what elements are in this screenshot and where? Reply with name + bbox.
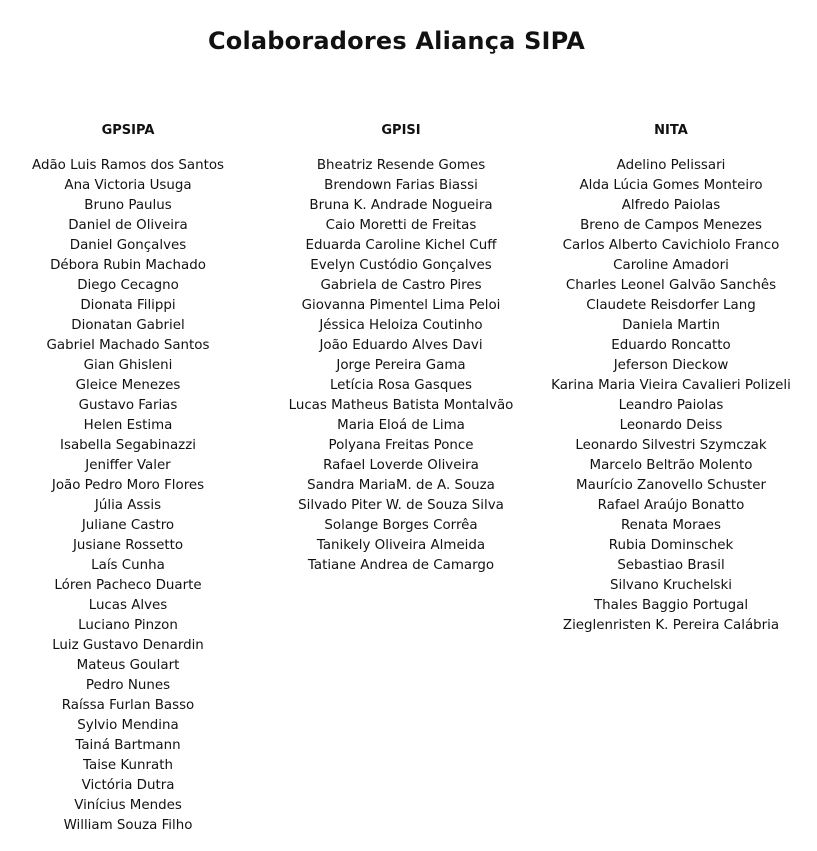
name-item: Luciano Pinzon: [78, 618, 178, 633]
name-item: Laís Cunha: [91, 558, 165, 573]
name-item: Rubia Dominschek: [608, 538, 734, 553]
name-item: Charles Leonel Galvão Sanchês: [565, 278, 777, 293]
name-item: Júlia Assis: [94, 498, 162, 513]
name-item: Gian Ghisleni: [83, 358, 173, 373]
name-item: Leonardo Deiss: [619, 418, 723, 433]
name-item: Brendown Farias Biassi: [324, 178, 478, 193]
name-item: João Pedro Moro Flores: [51, 478, 205, 493]
name-item: Gustavo Farias: [78, 398, 178, 413]
column-gpsipa: [8, 121, 248, 836]
name-item: Gabriel Machado Santos: [46, 338, 210, 353]
name-item: Renata Moraes: [620, 518, 722, 533]
name-item: Polyana Freitas Ponce: [328, 438, 474, 453]
column-header: GPISI: [381, 123, 421, 138]
name-item: Sandra MariaM. de A. Souza: [307, 478, 495, 493]
name-item: Jeferson Dieckow: [613, 358, 729, 373]
name-item: Helen Estima: [83, 418, 173, 433]
name-item: Jorge Pereira Gama: [336, 358, 466, 373]
name-item: Caroline Amadori: [613, 258, 729, 273]
name-item: Caio Moretti de Freitas: [325, 218, 477, 233]
name-item: Carlos Alberto Cavichiolo Franco: [562, 238, 780, 253]
name-item: Marcelo Beltrão Molento: [589, 458, 753, 473]
page-title: Colaboradores Aliança SIPA: [207, 27, 586, 56]
name-item: Thales Baggio Portugal: [593, 598, 749, 613]
name-item: Sylvio Mendina: [77, 718, 179, 733]
name-item: Raíssa Furlan Basso: [61, 698, 195, 713]
name-item: Solange Borges Corrêa: [324, 518, 478, 533]
name-item: Rafael Loverde Oliveira: [323, 458, 479, 473]
name-item: Luiz Gustavo Denardin: [52, 638, 204, 653]
name-item: Vinícius Mendes: [74, 798, 182, 813]
name-item: Leandro Paiolas: [618, 398, 724, 413]
name-item: Tanikely Oliveira Almeida: [316, 538, 486, 553]
name-item: Dionata Filippi: [80, 298, 176, 313]
name-item: Breno de Campos Menezes: [580, 218, 762, 233]
name-item: Dionatan Gabriel: [71, 318, 185, 333]
name-item: Lucas Matheus Batista Montalvão: [288, 398, 514, 413]
name-item: Bruno Paulus: [84, 198, 172, 213]
name-list: [536, 156, 806, 636]
name-item: Tatiane Andrea de Camargo: [307, 558, 495, 573]
column-header: GPSIPA: [101, 123, 155, 138]
name-item: Débora Rubin Machado: [50, 258, 206, 273]
name-item: Claudete Reisdorfer Lang: [586, 298, 756, 313]
name-item: Jusiane Rossetto: [72, 538, 184, 553]
name-item: Rafael Araújo Bonatto: [597, 498, 745, 513]
name-item: João Eduardo Alves Davi: [319, 338, 483, 353]
name-item: Jéssica Heloiza Coutinho: [319, 318, 483, 333]
name-item: Diego Cecagno: [77, 278, 179, 293]
name-item: Mateus Goulart: [76, 658, 180, 673]
name-item: Gabriela de Castro Pires: [320, 278, 482, 293]
column-header: NITA: [654, 123, 688, 138]
name-item: Maria Eloá de Lima: [337, 418, 465, 433]
name-item: Evelyn Custódio Gonçalves: [310, 258, 492, 273]
name-item: Karina Maria Vieira Cavalieri Polizeli: [551, 378, 791, 393]
name-item: Alda Lúcia Gomes Monteiro: [579, 178, 763, 193]
name-item: Pedro Nunes: [85, 678, 171, 693]
name-item: Bruna K. Andrade Nogueira: [309, 198, 493, 213]
name-item: Lucas Alves: [88, 598, 168, 613]
name-item: Zieglenristen K. Pereira Calábria: [562, 618, 780, 633]
name-item: Tainá Bartmann: [75, 738, 181, 753]
name-item: Maurício Zanovello Schuster: [576, 478, 766, 493]
name-item: Daniel de Oliveira: [68, 218, 188, 233]
name-item: Sebastiao Brasil: [617, 558, 725, 573]
column-nita: [536, 121, 806, 636]
name-item: Juliane Castro: [81, 518, 175, 533]
name-item: Bheatriz Resende Gomes: [316, 158, 486, 173]
name-item: Ana Victoria Usuga: [64, 178, 192, 193]
name-item: Eduarda Caroline Kichel Cuff: [305, 238, 497, 253]
name-item: William Souza Filho: [63, 818, 193, 833]
name-item: Adelino Pelissari: [616, 158, 726, 173]
name-item: Letícia Rosa Gasques: [329, 378, 473, 393]
name-item: Lóren Pacheco Duarte: [54, 578, 202, 593]
name-item: Silvado Piter W. de Souza Silva: [298, 498, 504, 513]
name-item: Gleice Menezes: [75, 378, 181, 393]
column-gpisi: [281, 121, 521, 576]
name-item: Silvano Kruchelski: [609, 578, 733, 593]
name-item: Leonardo Silvestri Szymczak: [575, 438, 767, 453]
name-item: Giovanna Pimentel Lima Peloi: [301, 298, 501, 313]
name-item: Daniel Gonçalves: [69, 238, 187, 253]
name-item: Daniela Martin: [622, 318, 720, 333]
name-item: Eduardo Roncatto: [611, 338, 731, 353]
name-item: Jeniffer Valer: [85, 458, 171, 473]
name-item: Taise Kunrath: [83, 758, 173, 773]
name-item: Isabella Segabinazzi: [60, 438, 196, 453]
name-item: Victória Dutra: [81, 778, 175, 793]
name-list: [8, 156, 248, 836]
name-item: Adão Luis Ramos dos Santos: [32, 158, 224, 173]
name-item: Alfredo Paiolas: [621, 198, 721, 213]
name-list: [281, 156, 521, 576]
